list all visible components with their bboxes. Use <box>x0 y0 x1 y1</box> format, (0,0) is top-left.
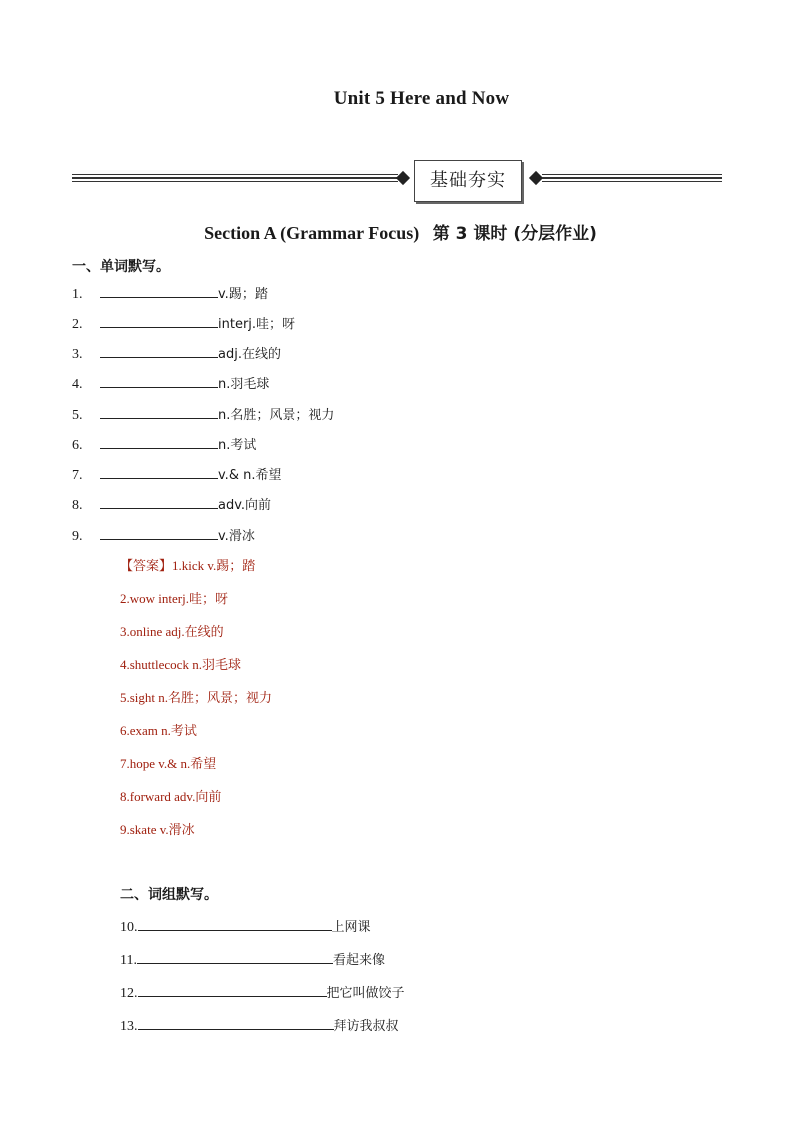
answer-blank[interactable] <box>100 283 218 298</box>
item-definition: 拜访我叔叔 <box>333 1019 399 1034</box>
vocab-item <box>72 434 256 454</box>
item-number: 8. <box>72 498 83 513</box>
vocab-item <box>72 343 281 363</box>
item-definition: n.考试 <box>218 438 257 453</box>
item-number: 10. <box>120 920 138 935</box>
vocab-item <box>72 464 281 484</box>
answer-line: 7.hope v.& n.希望 <box>120 756 217 771</box>
phrase-item <box>120 949 385 969</box>
item-number: 7. <box>72 468 83 483</box>
answer-blank[interactable] <box>100 434 218 449</box>
diamond-icon <box>529 171 543 185</box>
vocab-item <box>72 525 255 545</box>
section-title-en: Section A (Grammar Focus) <box>204 223 420 243</box>
item-definition: n.羽毛球 <box>218 377 270 392</box>
banner-lines-left <box>72 174 398 184</box>
item-number: 13. <box>120 1019 138 1034</box>
page-title: Unit 5 Here and Now <box>333 88 510 109</box>
item-definition: adj.在线的 <box>218 347 281 362</box>
vocab-item <box>72 283 268 303</box>
answer-blank[interactable] <box>137 949 333 964</box>
item-definition: v.& n.希望 <box>218 468 282 483</box>
vocab-item <box>72 373 269 393</box>
answer-line: 9.skate v.滑冰 <box>120 822 195 837</box>
item-number: 2. <box>72 317 83 332</box>
answer-blank[interactable] <box>100 525 218 540</box>
answer-blank[interactable] <box>100 494 218 509</box>
answer-line: 【答案】1.kick v.踢；踏 <box>120 558 256 573</box>
answer-line: 4.shuttlecock n.羽毛球 <box>120 657 241 672</box>
vocab-item <box>72 404 334 424</box>
answer-line: 3.online adj.在线的 <box>120 624 224 639</box>
vocab-item <box>72 494 271 514</box>
section-title <box>0 219 793 244</box>
item-number: 11. <box>120 953 137 968</box>
answer-blank[interactable] <box>100 343 218 358</box>
item-definition: interj.哇；呀 <box>218 317 296 332</box>
banner-label: 基础夯实 <box>414 160 522 202</box>
phrase-item <box>120 1015 399 1035</box>
answer-blank[interactable] <box>100 313 218 328</box>
answer-line: 5.sight n.名胜；风景；视力 <box>120 690 273 705</box>
diamond-icon <box>396 171 410 185</box>
answer-blank[interactable] <box>100 404 218 419</box>
phrase-item <box>120 916 371 936</box>
answer-line: 2.wow interj.哇；呀 <box>120 591 228 606</box>
answer-blank[interactable] <box>100 464 218 479</box>
item-number: 6. <box>72 438 83 453</box>
answer-line: 6.exam n.考试 <box>120 723 197 738</box>
item-definition: 看起来像 <box>332 953 385 968</box>
answer-blank[interactable] <box>138 1015 334 1030</box>
banner-lines-right <box>542 174 722 184</box>
item-definition: n.名胜；风景；视力 <box>218 408 335 423</box>
item-definition: 把它叫做饺子 <box>326 986 405 1001</box>
answer-blank[interactable] <box>138 982 327 997</box>
answer-line: 8.forward adv.向前 <box>120 789 222 804</box>
item-definition: 上网课 <box>331 920 371 935</box>
item-definition: adv.向前 <box>218 498 272 513</box>
part1-heading: 一、单词默写。 <box>72 259 170 275</box>
item-number: 9. <box>72 529 83 544</box>
item-number: 1. <box>72 287 83 302</box>
item-number: 3. <box>72 347 83 362</box>
item-definition: v.踢；踏 <box>218 287 268 302</box>
phrase-item <box>120 982 405 1002</box>
answer-blank[interactable] <box>100 373 218 388</box>
item-definition: v.滑冰 <box>218 529 255 544</box>
answer-blank[interactable] <box>138 916 332 931</box>
part2-heading: 二、词组默写。 <box>120 887 218 903</box>
vocab-item <box>72 313 295 333</box>
item-number: 12. <box>120 986 138 1001</box>
section-banner <box>72 160 722 202</box>
section-title-cn: 第 3 课时 (分层作业) <box>432 224 597 244</box>
item-number: 4. <box>72 377 83 392</box>
item-number: 5. <box>72 408 83 423</box>
